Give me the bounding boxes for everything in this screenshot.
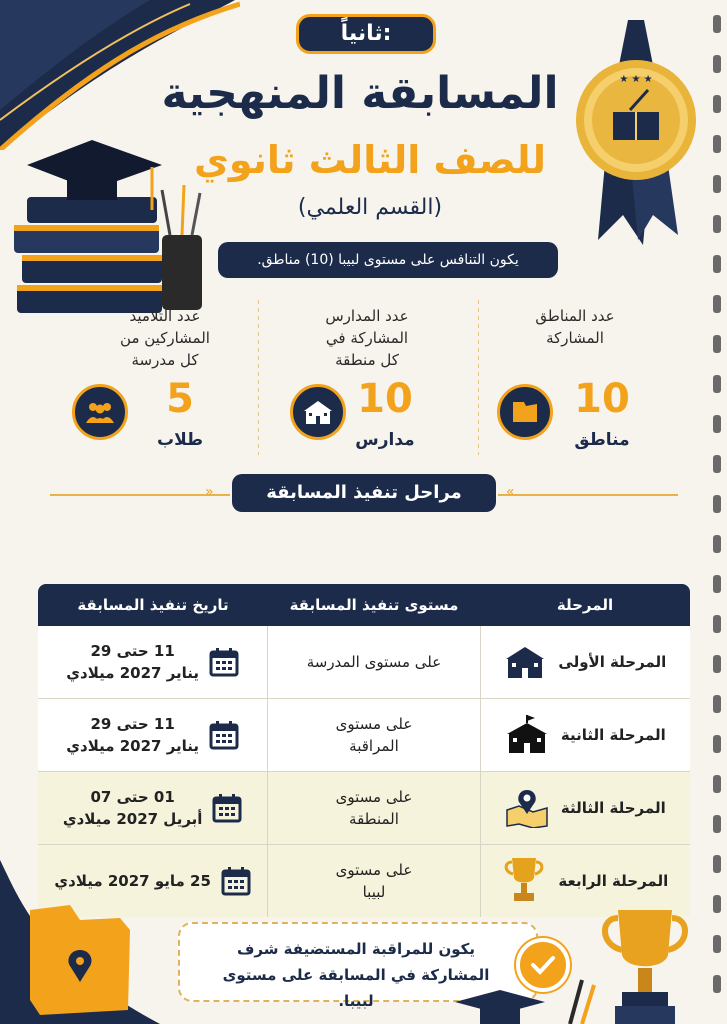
stage-name: المرحلة الثالثة	[560, 799, 666, 817]
stat-schools-number: 10	[357, 376, 413, 422]
calendar-icon	[221, 866, 251, 896]
stat-students-label: عدد التلاميذ المشاركين من كل مدرسة	[120, 307, 210, 369]
stat-regions-unit: مناطق	[574, 430, 630, 450]
stage-date: 01 حتى 07 أبريل 2027 ميلادي	[38, 772, 267, 844]
calendar-icon	[209, 720, 239, 750]
stage-level: على مستوى المدرسة	[267, 626, 479, 698]
heading-arrow-right-icon: «	[506, 484, 515, 500]
calendar-icon	[209, 647, 239, 677]
stage-date: 11 حتى 29 يناير 2027 ميلادي	[38, 699, 267, 771]
school-flag-icon	[505, 715, 549, 755]
header-level: مستوى تنفيذ المسابقة	[289, 596, 459, 614]
stat-students-unit: طلاب	[156, 430, 203, 450]
stage-name: المرحلة الثانية	[560, 726, 666, 744]
stage-level: على مستوى لبيبا	[267, 845, 479, 917]
section-badge: ثانياً:	[296, 14, 436, 54]
department-label: (القسم العلمي)	[297, 195, 443, 220]
stage-date: 11 حتى 29 يناير 2027 ميلادي	[38, 626, 267, 698]
footer-note-line2: المشاركة في المسابقة على مستوى لبيبا.	[222, 966, 490, 1010]
header-stage: المرحلة	[556, 596, 614, 614]
school-building-icon	[504, 644, 546, 680]
svg-text:★ ★ ★: ★ ★ ★	[619, 74, 653, 85]
libya-map-icon	[497, 384, 553, 440]
calendar-icon	[212, 793, 242, 823]
stat-schools-unit: مدارس	[355, 430, 415, 450]
stat-schools-label: عدد المدارس المشاركة في كل منطقة	[325, 307, 409, 369]
students-group-icon	[72, 384, 128, 440]
footer-note-line1: يكون للمراقبة المستضيفة شرف	[236, 940, 476, 958]
stage-name: المرحلة الرابعة	[558, 872, 669, 890]
map-pin-icon	[505, 788, 549, 828]
table-header	[38, 584, 690, 626]
school-icon	[290, 384, 346, 440]
stages-heading: مراحل تنفيذ المسابقة	[232, 474, 496, 512]
page-subtitle: للصف الثالث ثانوي	[194, 138, 546, 182]
medal-icon	[568, 20, 703, 250]
trophy-cap-decoration	[560, 900, 710, 1024]
stat-students-number: 5	[166, 376, 194, 422]
stage-date: 25 مايو 2027 ميلادي	[38, 845, 267, 917]
grad-cap-small-icon	[455, 988, 545, 1024]
trophy-icon	[502, 856, 546, 906]
stat-regions-number: 10	[574, 376, 630, 422]
heading-arrow-left-icon: »	[205, 484, 214, 500]
page-title: المسابقة المنهجية	[161, 68, 559, 119]
stage-level: على مستوى المراقبة	[267, 699, 479, 771]
stat-regions-label: عدد المناطق المشاركة	[535, 307, 615, 347]
libya-map-decoration	[0, 860, 160, 1024]
header-date: تاريخ تنفيذ المسابقة	[77, 596, 229, 614]
table-row	[38, 699, 690, 772]
competition-scope-note: يكون التنافس على مستوى لبيبا (10) مناطق.	[218, 242, 558, 278]
stage-level: على مستوى المنطقة	[267, 772, 479, 844]
stage-name: المرحلة الأولى	[558, 653, 667, 671]
table-row	[38, 772, 690, 845]
table-row	[38, 626, 690, 699]
